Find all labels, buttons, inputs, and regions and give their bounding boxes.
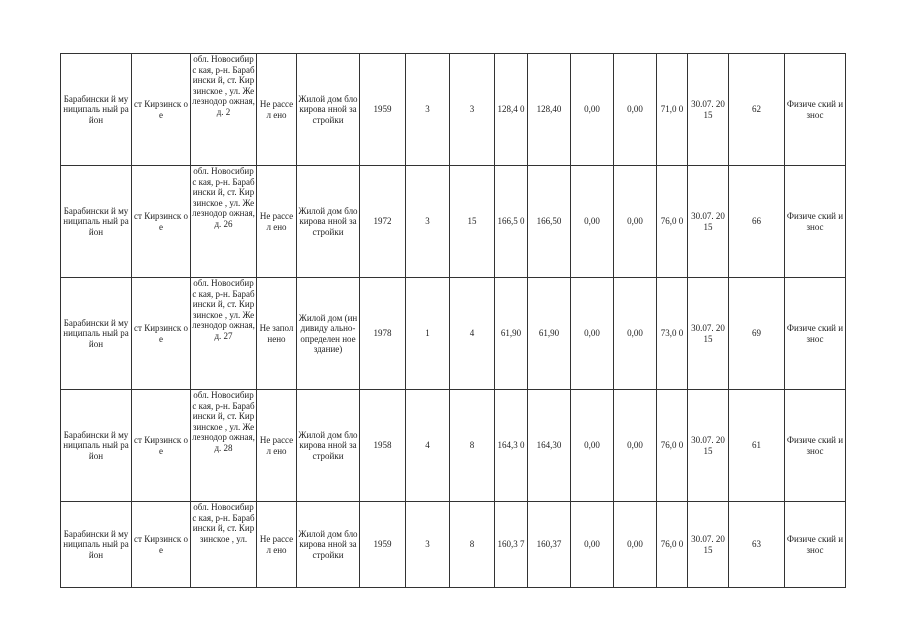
apartments-cell: 8 [450,502,495,588]
area-living-cell: 160,37 [528,502,571,588]
area-living-cell: 164,30 [528,390,571,502]
area-b-cell: 0,00 [614,54,657,166]
residents-cell: 61 [729,390,785,502]
date-cell: 30.07. 2015 [688,278,729,390]
table-row [61,278,846,390]
year-cell: 1959 [360,54,406,166]
area-living-cell: 61,90 [528,278,571,390]
address-cell: обл. Новосибирс кая, р-н. Барабински й, ст. Кирзинское , ул. Железнодор ожная, д. 27 [191,278,257,390]
floors-cell: 3 [406,54,450,166]
wear-cell: 76,0 0 [657,166,688,278]
apartments-cell: 15 [450,166,495,278]
wear-cell: 76,0 0 [657,390,688,502]
area-b-cell: 0,00 [614,390,657,502]
address-cell: обл. Новосибирс кая, р-н. Барабински й, ст. Кирзинское , ул. [191,502,257,588]
locality-cell: ст Кирзинск ое [132,502,191,588]
building-type-cell: Жилой дом (индивиду ально- определен ное здание) [297,278,360,390]
apartments-cell: 4 [450,278,495,390]
district-cell: Барабински й муниципаль ный район [61,54,132,166]
area-total-cell: 164,3 0 [495,390,528,502]
district-cell: Барабински й муниципаль ный район [61,166,132,278]
area-living-cell: 128,40 [528,54,571,166]
building-type-cell: Жилой дом блокирова нной застройки [297,54,360,166]
district-cell: Барабински й муниципаль ный район [61,390,132,502]
table-row [61,54,846,166]
residents-cell: 62 [729,54,785,166]
date-cell: 30.07. 2015 [688,54,729,166]
area-a-cell: 0,00 [571,54,614,166]
locality-cell: ст Кирзинск ое [132,54,191,166]
area-living-cell: 166,50 [528,166,571,278]
status-cell: Не запол нено [257,278,297,390]
status-cell: Не рассел ено [257,166,297,278]
year-cell: 1958 [360,390,406,502]
reason-cell: Физиче ский износ [785,166,846,278]
area-b-cell: 0,00 [614,166,657,278]
area-a-cell: 0,00 [571,390,614,502]
locality-cell: ст Кирзинск ое [132,390,191,502]
status-cell: Не рассел ено [257,54,297,166]
year-cell: 1972 [360,166,406,278]
table-row [61,166,846,278]
apartments-cell: 8 [450,390,495,502]
residents-cell: 69 [729,278,785,390]
area-total-cell: 166,5 0 [495,166,528,278]
wear-cell: 71,0 0 [657,54,688,166]
area-b-cell: 0,00 [614,278,657,390]
area-total-cell: 61,90 [495,278,528,390]
year-cell: 1959 [360,502,406,588]
district-cell: Барабински й муниципаль ный район [61,502,132,588]
locality-cell: ст Кирзинск ое [132,278,191,390]
date-cell: 30.07. 2015 [688,166,729,278]
building-type-cell: Жилой дом блокирова нной застройки [297,502,360,588]
reason-cell: Физиче ский износ [785,390,846,502]
wear-cell: 73,0 0 [657,278,688,390]
area-total-cell: 128,4 0 [495,54,528,166]
area-a-cell: 0,00 [571,166,614,278]
floors-cell: 3 [406,166,450,278]
address-cell: обл. Новосибирс кая, р-н. Барабински й, ст. Кирзинское , ул. Железнодор ожная, д. 2 [191,54,257,166]
date-cell: 30.07. 2015 [688,502,729,588]
locality-cell: ст Кирзинск ое [132,166,191,278]
wear-cell: 76,0 0 [657,502,688,588]
area-a-cell: 0,00 [571,278,614,390]
apartments-cell: 3 [450,54,495,166]
reason-cell: Физиче ский износ [785,502,846,588]
address-cell: обл. Новосибирс кая, р-н. Барабински й, ст. Кирзинское , ул. Железнодор ожная, д. 26 [191,166,257,278]
building-type-cell: Жилой дом блокирова нной застройки [297,166,360,278]
status-cell: Не рассел ено [257,502,297,588]
area-b-cell: 0,00 [614,502,657,588]
status-cell: Не рассел ено [257,390,297,502]
residents-cell: 66 [729,166,785,278]
housing-table [60,53,846,588]
floors-cell: 4 [406,390,450,502]
table-row [61,502,846,588]
district-cell: Барабински й муниципаль ный район [61,278,132,390]
building-type-cell: Жилой дом блокирова нной застройки [297,390,360,502]
table-row [61,390,846,502]
residents-cell: 63 [729,502,785,588]
address-cell: обл. Новосибирс кая, р-н. Барабински й, ст. Кирзинское , ул. Железнодор ожная, д. 28 [191,390,257,502]
date-cell: 30.07. 2015 [688,390,729,502]
reason-cell: Физиче ский износ [785,278,846,390]
area-total-cell: 160,3 7 [495,502,528,588]
floors-cell: 1 [406,278,450,390]
area-a-cell: 0,00 [571,502,614,588]
year-cell: 1978 [360,278,406,390]
document-page [60,53,845,588]
reason-cell: Физиче ский износ [785,54,846,166]
floors-cell: 3 [406,502,450,588]
